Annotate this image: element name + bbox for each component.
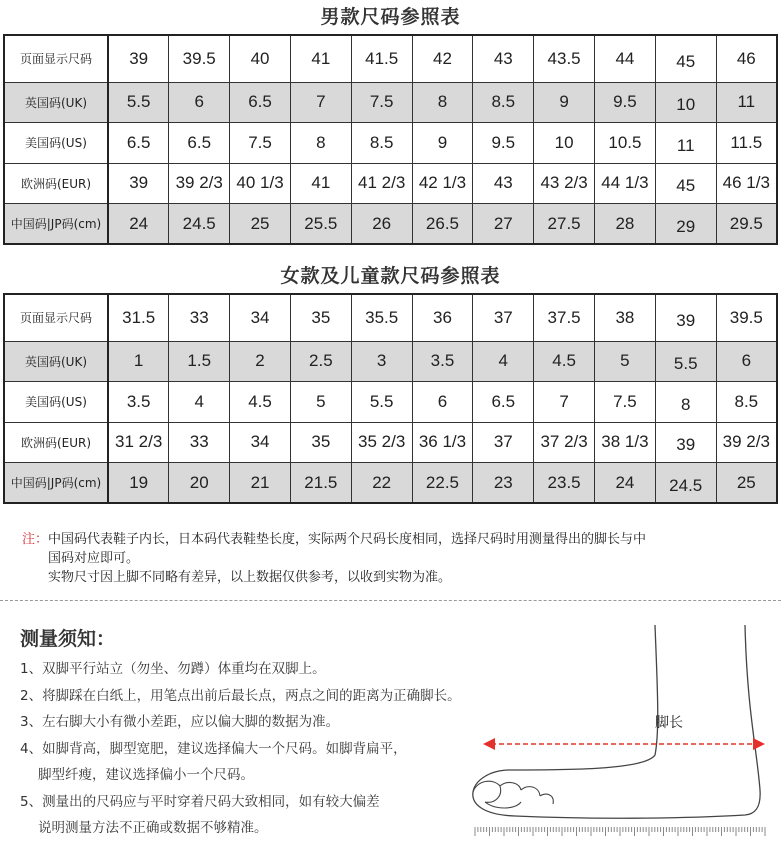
size-cell: 27 <box>473 204 534 245</box>
size-cell: 5.5 <box>351 382 412 423</box>
size-cell: 27.5 <box>534 204 595 245</box>
size-cell: 41 2/3 <box>351 163 412 204</box>
size-row <box>4 422 777 463</box>
size-cell: 44 1/3 <box>595 163 656 204</box>
size-cell: 37 2/3 <box>534 422 595 463</box>
measure-step: 说明测量方法不正确或数据不够精准。 <box>38 820 268 836</box>
size-cell: 38 <box>595 294 656 341</box>
size-cell: 24 <box>108 204 169 245</box>
size-row-label: 中国码|JP码(cm) <box>4 463 108 504</box>
measure-step: 1、双脚平行站立（勿坐、勿蹲）体重均在双脚上。 <box>20 661 326 677</box>
size-cell: 4 <box>169 382 230 423</box>
size-cell: 20 <box>169 463 230 504</box>
size-cell: 1.5 <box>169 341 230 382</box>
size-cell: 39 2/3 <box>169 163 230 204</box>
size-row <box>4 123 777 164</box>
size-cell: 9.5 <box>595 82 656 123</box>
size-cell: 25 <box>716 463 777 504</box>
size-row-label: 美国码(US) <box>4 382 108 423</box>
size-cell: 2 <box>230 341 291 382</box>
note-line-3: 实物尺寸因上脚不同略有差异，以上数据仅供参考，以收到实物为准。 <box>48 570 452 585</box>
size-cell: 6.5 <box>108 123 169 164</box>
women-size-table <box>3 293 778 504</box>
size-row <box>4 35 777 82</box>
size-row <box>4 82 777 123</box>
size-cell: 39 <box>108 163 169 204</box>
size-cell: 42 <box>412 35 473 82</box>
size-cell: 4.5 <box>534 341 595 382</box>
size-cell: 46 <box>716 35 777 82</box>
size-cell: 37.5 <box>534 294 595 341</box>
size-row <box>4 463 777 504</box>
size-cell: 45 <box>655 35 716 82</box>
size-cell: 10 <box>534 123 595 164</box>
size-cell: 44 <box>595 35 656 82</box>
size-cell: 6.5 <box>473 382 534 423</box>
size-cell: 25.5 <box>290 204 351 245</box>
size-row-label: 欧洲码(EUR) <box>4 163 108 204</box>
size-cell: 3 <box>351 341 412 382</box>
size-cell: 39 <box>655 422 716 463</box>
size-cell: 41.5 <box>351 35 412 82</box>
size-cell: 8.5 <box>351 123 412 164</box>
size-row-label: 中国码|JP码(cm) <box>4 204 108 245</box>
size-row <box>4 382 777 423</box>
size-cell: 28 <box>595 204 656 245</box>
men-size-table <box>3 34 778 245</box>
size-cell: 39 2/3 <box>716 422 777 463</box>
size-cell: 37 <box>473 294 534 341</box>
size-row <box>4 204 777 245</box>
measure-step: 3、左右脚大小有微小差距，应以偏大脚的数据为准。 <box>20 714 340 730</box>
size-cell: 5 <box>290 382 351 423</box>
size-cell: 45 <box>655 163 716 204</box>
size-cell: 11.5 <box>716 123 777 164</box>
foot-outline-icon <box>473 625 760 818</box>
size-cell: 8.5 <box>473 82 534 123</box>
size-cell: 10.5 <box>595 123 656 164</box>
size-cell: 11 <box>655 123 716 164</box>
size-cell: 26 <box>351 204 412 245</box>
size-cell: 7.5 <box>595 382 656 423</box>
size-cell: 33 <box>169 422 230 463</box>
size-cell: 8 <box>290 123 351 164</box>
women-size-chart-title: 女款及儿童款尺码参照表 <box>280 265 501 287</box>
size-cell: 38 1/3 <box>595 422 656 463</box>
size-cell: 2.5 <box>290 341 351 382</box>
measure-step: 2、将脚踩在白纸上，用笔点出前后最长点，两点之间的距离为正确脚长。 <box>20 687 461 704</box>
size-cell: 19 <box>108 463 169 504</box>
size-cell: 41 <box>290 35 351 82</box>
size-cell: 39 <box>108 35 169 82</box>
size-cell: 25 <box>230 204 291 245</box>
size-cell: 36 <box>412 294 473 341</box>
size-cell: 6.5 <box>230 82 291 123</box>
size-cell: 35 2/3 <box>351 422 412 463</box>
measure-step: 5、测量出的尺码应与平时穿着尺码大致相同，如有较大偏差 <box>20 793 380 810</box>
size-cell: 23.5 <box>534 463 595 504</box>
size-cell: 6 <box>412 382 473 423</box>
size-cell: 29.5 <box>716 204 777 245</box>
size-cell: 9 <box>534 82 595 123</box>
arrow-right-icon <box>753 738 765 750</box>
size-cell: 40 <box>230 35 291 82</box>
size-cell: 43.5 <box>534 35 595 82</box>
size-cell: 26.5 <box>412 204 473 245</box>
arrow-left-icon <box>483 738 495 750</box>
size-cell: 22 <box>351 463 412 504</box>
men-size-chart-title: 男款尺码参照表 <box>320 6 461 28</box>
size-cell: 9.5 <box>473 123 534 164</box>
size-cell: 33 <box>169 294 230 341</box>
size-cell: 3.5 <box>108 382 169 423</box>
size-row-label: 英国码(UK) <box>4 82 108 123</box>
note-line-1: 中国码代表鞋子内长，日本码代表鞋垫长度，实际两个尺码长度相同，选择尺码时用测量得出的脚长与中 <box>48 532 647 547</box>
size-cell: 24.5 <box>655 463 716 504</box>
size-cell: 35 <box>290 294 351 341</box>
size-cell: 34 <box>230 294 291 341</box>
size-cell: 40 1/3 <box>230 163 291 204</box>
size-row <box>4 294 777 341</box>
size-cell: 42 1/3 <box>412 163 473 204</box>
size-cell: 34 <box>230 422 291 463</box>
size-cell: 10 <box>655 82 716 123</box>
size-cell: 43 <box>473 163 534 204</box>
size-cell: 6 <box>716 341 777 382</box>
size-cell: 31 2/3 <box>108 422 169 463</box>
dashed-divider <box>0 600 781 601</box>
size-cell: 23 <box>473 463 534 504</box>
size-cell: 31.5 <box>108 294 169 341</box>
note-label: 注： <box>22 532 49 547</box>
size-cell: 6 <box>169 82 230 123</box>
ruler-icon <box>475 827 765 836</box>
measure-step: 4、如脚背高，脚型宽肥，建议选择偏大一个尺码。如脚背扁平， <box>20 740 407 757</box>
size-cell: 1 <box>108 341 169 382</box>
size-cell: 43 <box>473 35 534 82</box>
size-cell: 7 <box>534 382 595 423</box>
size-cell: 5.5 <box>108 82 169 123</box>
size-cell: 4 <box>473 341 534 382</box>
size-cell: 35 <box>290 422 351 463</box>
size-cell: 11 <box>716 82 777 123</box>
size-row-label: 页面显示尺码 <box>4 294 108 341</box>
size-cell: 7 <box>290 82 351 123</box>
size-cell: 21 <box>230 463 291 504</box>
size-cell: 8.5 <box>716 382 777 423</box>
foot-length-label: 脚长 <box>655 715 683 731</box>
size-cell: 5.5 <box>655 341 716 382</box>
measure-steps <box>20 656 520 842</box>
size-row-label: 欧洲码(EUR) <box>4 422 108 463</box>
size-cell: 35.5 <box>351 294 412 341</box>
size-cell: 24 <box>595 463 656 504</box>
size-cell: 43 2/3 <box>534 163 595 204</box>
size-cell: 37 <box>473 422 534 463</box>
size-row-label: 页面显示尺码 <box>4 35 108 82</box>
size-cell: 21.5 <box>290 463 351 504</box>
size-cell: 29 <box>655 204 716 245</box>
size-cell: 8 <box>655 382 716 423</box>
size-row-label: 美国码(US) <box>4 123 108 164</box>
note-line-2: 国码对应即可。 <box>48 551 140 566</box>
size-cell: 41 <box>290 163 351 204</box>
size-row <box>4 163 777 204</box>
foot-illustration <box>455 620 775 841</box>
size-note <box>22 530 772 587</box>
size-cell: 5 <box>595 341 656 382</box>
size-cell: 39.5 <box>716 294 777 341</box>
toes-icon <box>473 781 553 808</box>
size-row <box>4 341 777 382</box>
size-cell: 24.5 <box>169 204 230 245</box>
size-cell: 3.5 <box>412 341 473 382</box>
size-cell: 36 1/3 <box>412 422 473 463</box>
size-cell: 6.5 <box>169 123 230 164</box>
size-cell: 22.5 <box>412 463 473 504</box>
size-cell: 46 1/3 <box>716 163 777 204</box>
size-cell: 8 <box>412 82 473 123</box>
size-cell: 39 <box>655 294 716 341</box>
size-cell: 7.5 <box>351 82 412 123</box>
size-row-label: 英国码(UK) <box>4 341 108 382</box>
size-cell: 4.5 <box>230 382 291 423</box>
measure-title: 测量须知： <box>20 628 116 650</box>
measure-step: 脚型纤瘦，建议选择偏小一个尺码。 <box>38 767 254 783</box>
size-cell: 9 <box>412 123 473 164</box>
size-cell: 39.5 <box>169 35 230 82</box>
size-cell: 7.5 <box>230 123 291 164</box>
